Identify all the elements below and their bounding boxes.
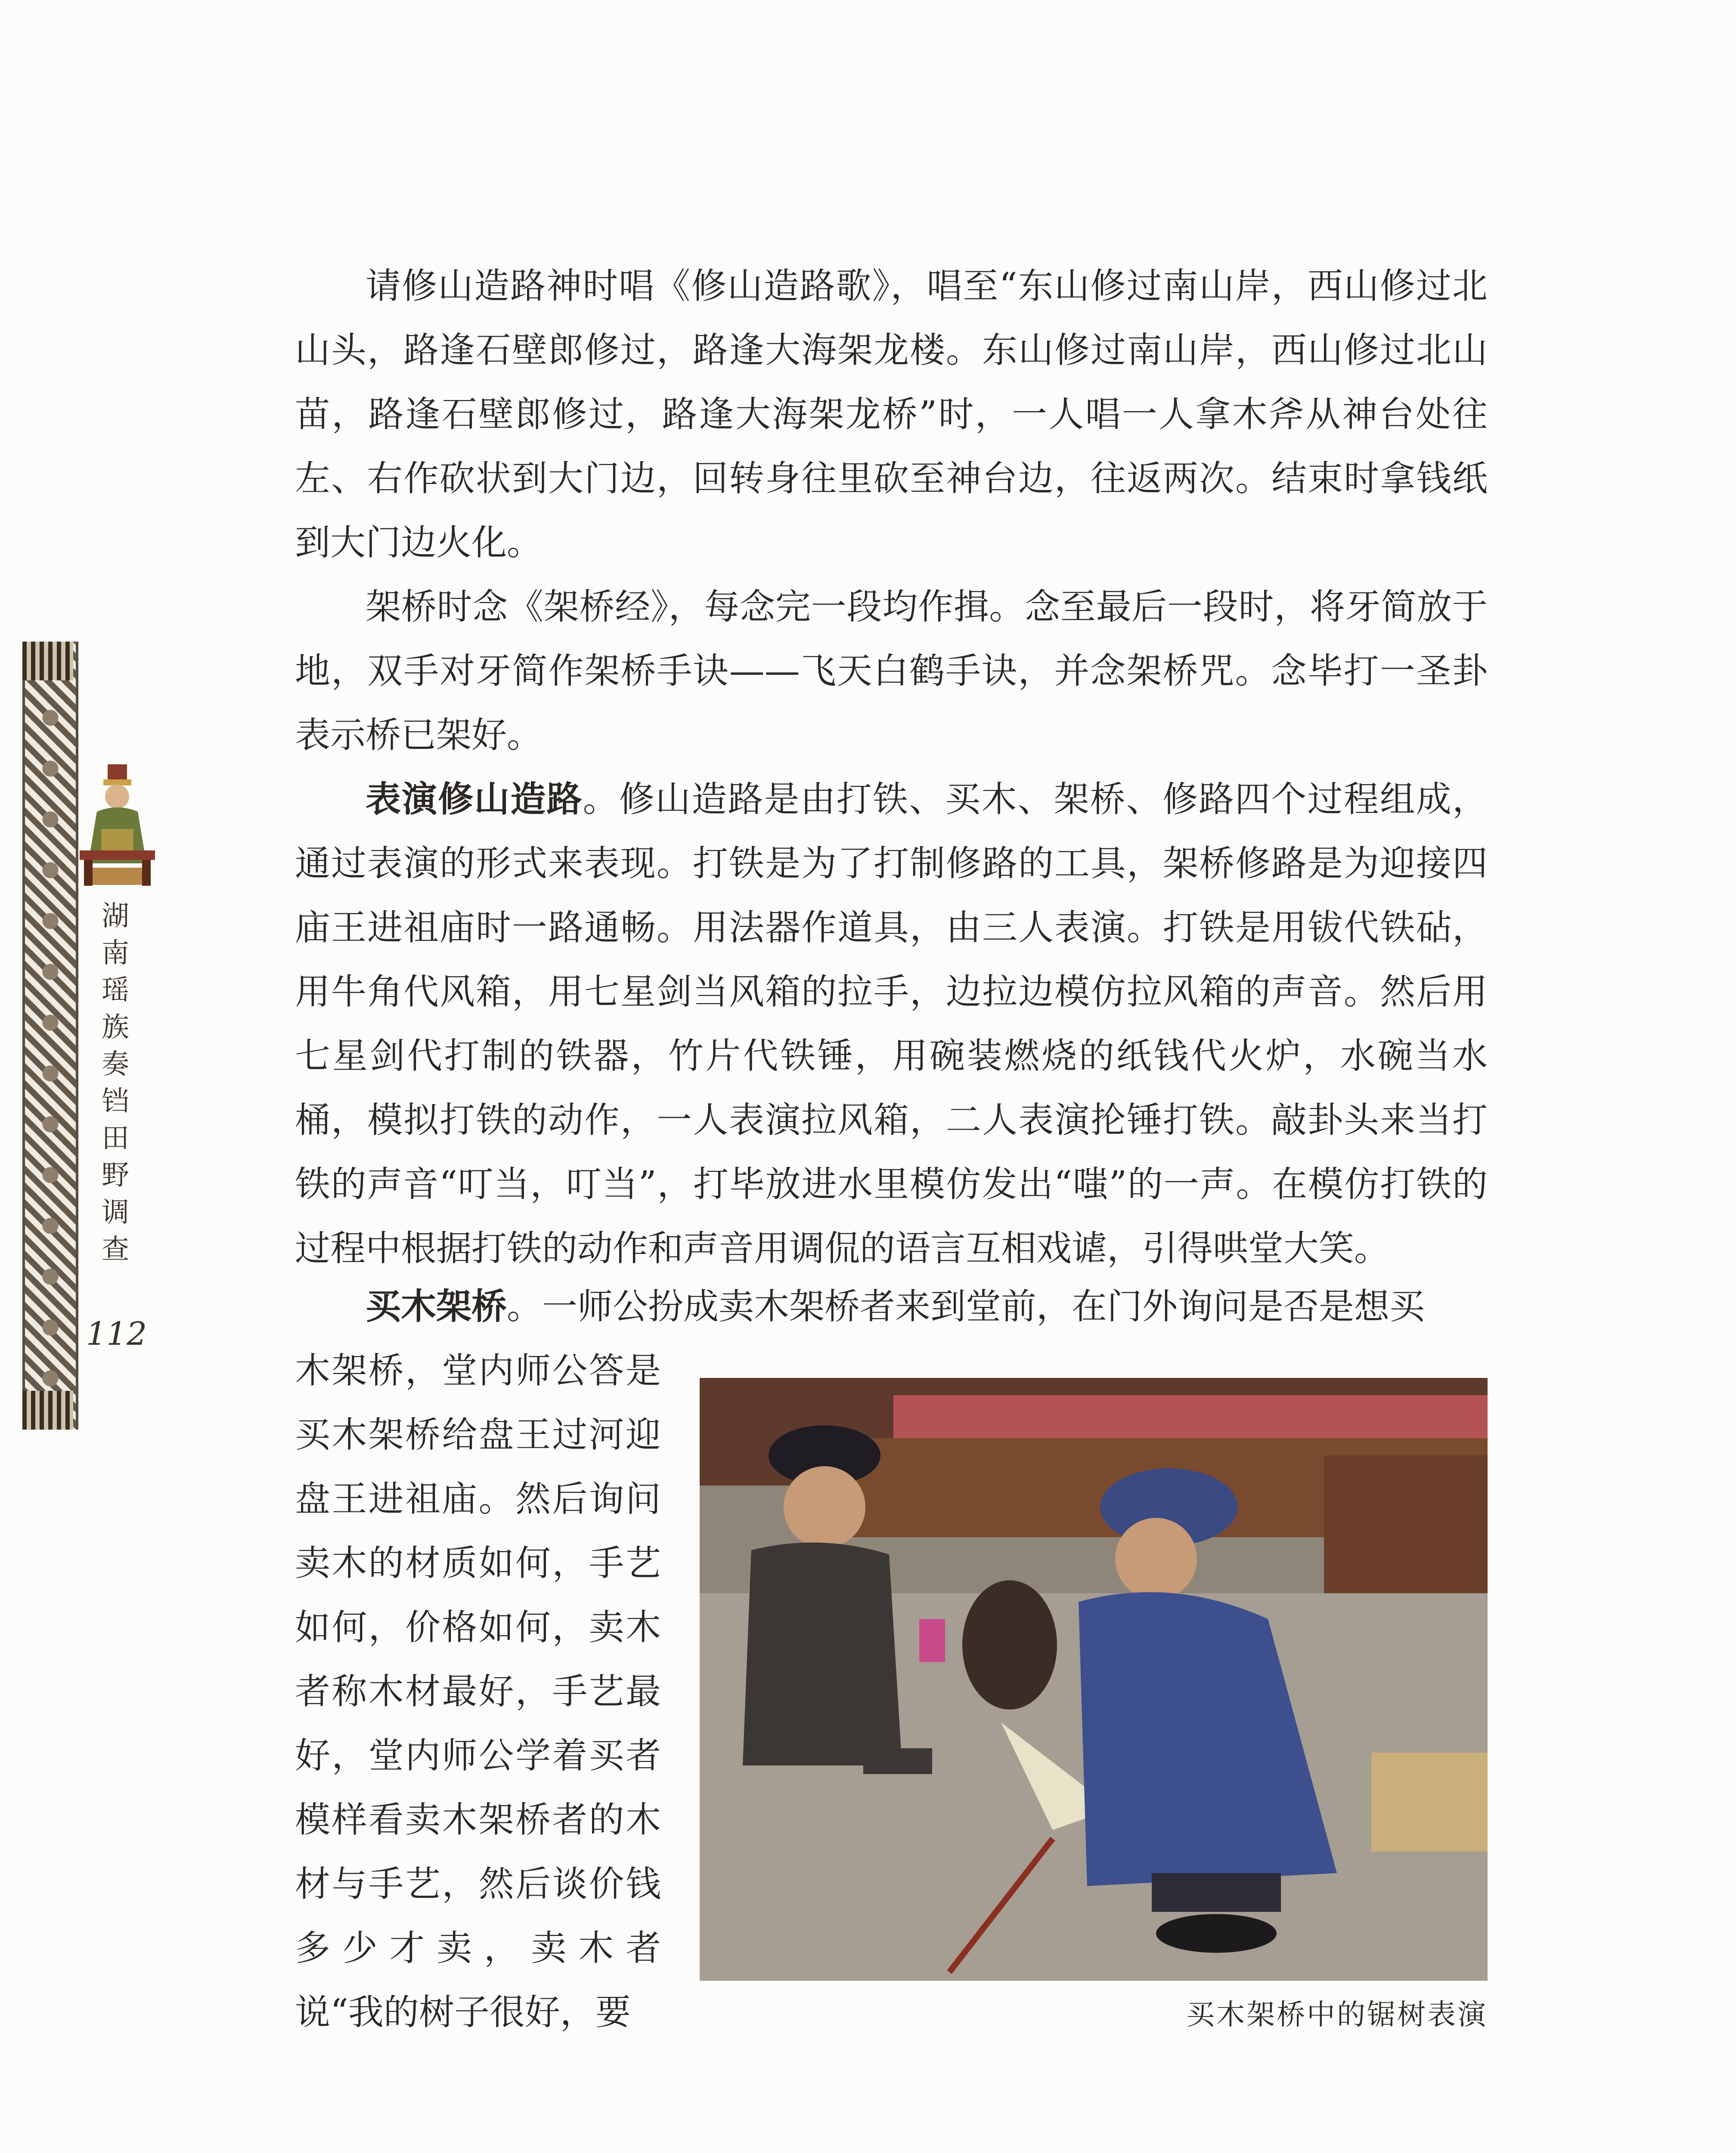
main-text [295,254,1488,1281]
paragraph-repair-road-song: 请修山造路神时唱《修山造路歌》，唱至“东山修过南山岸，西山修过北山头，路逢石壁郎修过，路逢大海架龙楼。东山修过南山岸，西山修过北山苗，路逢石壁郎修过，路逢大海架龙桥”时，一人唱一人拿木斧从神台处往左、右作砍状到大门边，回转身往里砍至神台边，往返两次。结束时拿钱纸到大门边火化。 [295,266,1488,563]
strip-cap-top [22,642,73,680]
strip-cap-bottom [22,1391,73,1430]
section-heading-performance: 表演修山造路 [366,779,583,820]
vertical-title-char: 湖 [102,900,129,932]
vertical-book-title [98,898,133,1268]
vertical-title-char: 铛 [102,1086,129,1117]
vertical-title-char: 调 [102,1197,129,1229]
vertical-title-char: 查 [102,1234,129,1266]
paragraph-bridge-sutra: 架桥时念《架桥经》，每念完一段均作揖。念至最后一段时，将牙简放于地，双手对牙简作架桥手诀——飞天白鹤手诀，并念架桥咒。念毕打一圣卦表示桥已架好。 [295,586,1488,756]
sawing-performance-photo [700,1378,1488,1981]
buy-wood-first-line [295,1275,1488,1339]
vertical-title-char: 瑶 [102,974,129,1006]
seated-king-figure-icon [71,764,164,889]
performance-body: 。修山造路是由打铁、买木、架桥、修路四个过程组成，通过表演的形式来表现。打铁是为了打制修路的工具，架桥修路是为迎接四庙王进祖庙时一路通畅。用法器作道具，由三人表演。打铁是用钹代铁砧，用牛角代风箱，用七星剑当风箱的拉手，边拉边模仿拉风箱的声音。然后用七星剑代打制的铁器，竹片代铁锤，用碗装燃烧的纸钱代火炉，水碗当水桶，模拟打铁的动作，一人表演拉风箱，二人表演抡锤打铁。敲卦头来当打铁的声音“叮当，叮当”，打毕放进水里模仿发出“嗤”的一声。在模仿打铁的过程中根据打铁的动作和声音用调侃的语言互相戏谑，引得哄堂大笑。 [295,779,1488,1269]
vertical-title-char: 族 [102,1011,129,1043]
paragraph-performance [295,767,1488,1281]
page-number: 112 [86,1315,147,1353]
section-heading-buy-wood: 买木架桥 [366,1286,507,1327]
buy-wood-wrapped-text: 木架桥，堂内师公答是买木架桥给盘王过河迎盘王进祖庙。然后询问卖木的材质如何，手艺如何，价格如何，卖木者称木材最好，手艺最好，堂内师公学着买者模样看卖木架桥者的木材与手艺，然后谈价钱多少才卖，卖木者说“我的树子很好，要 [295,1350,661,2033]
decorative-border-strip [22,642,78,1430]
photo-caption: 买木架桥中的锯树表演 [1186,1998,1488,2031]
vertical-title-char: 田 [102,1123,129,1154]
vertical-title-char: 野 [102,1160,129,1191]
buy-wood-first-text: 。一师公扮成卖木架桥者来到堂前，在门外询问是否是想买 [507,1286,1425,1327]
vertical-title-char: 南 [102,937,129,969]
vertical-title-char: 奏 [102,1049,129,1080]
